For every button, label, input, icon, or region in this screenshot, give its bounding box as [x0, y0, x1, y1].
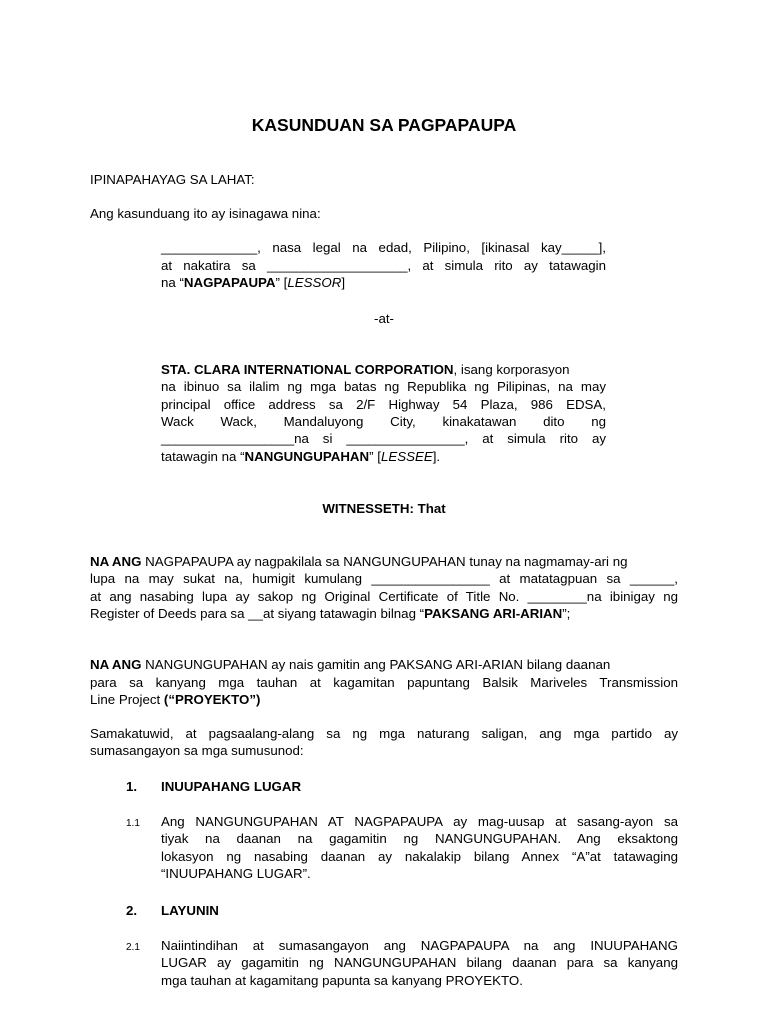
subsection-1-1-number: 1.1 [126, 818, 140, 829]
para2-line-2: para sa kanyang mga tauhan at kagamitan papuntang Balsik Mariveles Transmission [90, 675, 678, 690]
section-2-line-3: mga tauhan at kagamitang papunta sa kanyang PROYEKTO. [161, 973, 523, 988]
separator-at: -at- [374, 311, 394, 326]
para1-line-3: at ang nasabing lupa ay sakop ng Original Certificate of Title No. ________na ibinigay ng [90, 589, 678, 604]
section-2-number: 2. [126, 903, 138, 918]
intro-line: Ang kasunduang ito ay isinagawa nina: [90, 206, 321, 221]
lessee-line-1: STA. CLARA INTERNATIONAL CORPORATION, isang korporasyon [161, 362, 570, 377]
lessee-line-6: tatawagin na “NANGUNGUPAHAN” [LESSEE]. [161, 449, 441, 464]
section-2-line-1: Naiintindihan at sumasangayon ang NAGPAPAUPA na ang INUUPAHANG [161, 938, 678, 953]
subsection-2-1-number: 2.1 [126, 942, 140, 953]
para3-line-1: Samakatuwid, at pagsaalang-alang sa ng mga naturang saligan, ang mga partido ay [90, 726, 678, 741]
section-1-line-2: tiyak na daanan na gagamitin ng NANGUNGUPAHAN. Ang eksaktong [161, 831, 678, 846]
para2-line-3: Line Project (“PROYEKTO”) [90, 692, 261, 707]
witnesseth-heading: WITNESSETH: That [322, 501, 446, 516]
section-1-line-1: Ang NANGUNGUPAHAN AT NAGPAPAUPA ay mag-uusap at sasang-ayon sa [161, 814, 678, 829]
section-2-heading: LAYUNIN [161, 903, 219, 918]
section-1-number: 1. [126, 779, 138, 794]
lessee-line-3: principal office address sa 2/F Highway 54 Plaza, 986 EDSA, [161, 397, 606, 412]
lessor-line-1: _____________, nasa legal na edad, Pilipino, [ikinasal kay_____], [161, 240, 606, 255]
section-1-heading: INUUPAHANG LUGAR [161, 779, 302, 794]
lessor-line-3: na “NAGPAPAUPA” [LESSOR] [161, 275, 346, 290]
para1-line-1: NA ANG NAGPAPAUPA ay nagpakilala sa NANGUNGUPAHAN tunay na nagmamay-ari ng [90, 554, 628, 569]
para1-line-2: lupa na may sukat na, humigit kumulang ________________ at matatagpuan sa ______, [90, 571, 678, 586]
lessee-line-2: na ibinuo sa ilalim ng mga batas ng Republika ng Pilipinas, na may [161, 379, 606, 394]
document-title: KASUNDUAN SA PAGPAPAUPA [251, 115, 517, 135]
para3-line-2: sumasangayon sa mga sumusunod: [90, 743, 304, 758]
section-1-line-4: “INUUPAHANG LUGAR”. [161, 866, 311, 881]
para1-line-4: Register of Deeds para sa __at siyang tatawagin bilnag “PAKSANG ARI-ARIAN”; [90, 606, 571, 621]
section-2-line-2: LUGAR ay gagamitin ng NANGUNGUPAHAN bilang daanan para sa kanyang [161, 955, 678, 970]
lessor-line-2: at nakatira sa ___________________, at simula rito ay tatawagin [161, 258, 606, 273]
para2-line-1: NA ANG NANGUNGUPAHAN ay nais gamitin ang PAKSANG ARI-ARIAN bilang daanan [90, 657, 611, 672]
lessee-line-4: Wack Wack, Mandaluyong City, kinakatawan dito ng [161, 414, 606, 429]
section-1-line-3: lokasyon ng nasabing daanan ay nakalakip bilang Annex “A”at tatawaging [161, 849, 678, 864]
lessee-line-5: __________________na si ________________, at simula rito ay [161, 431, 606, 446]
proclamation: IPINAPAHAYAG SA LAHAT: [90, 172, 255, 187]
